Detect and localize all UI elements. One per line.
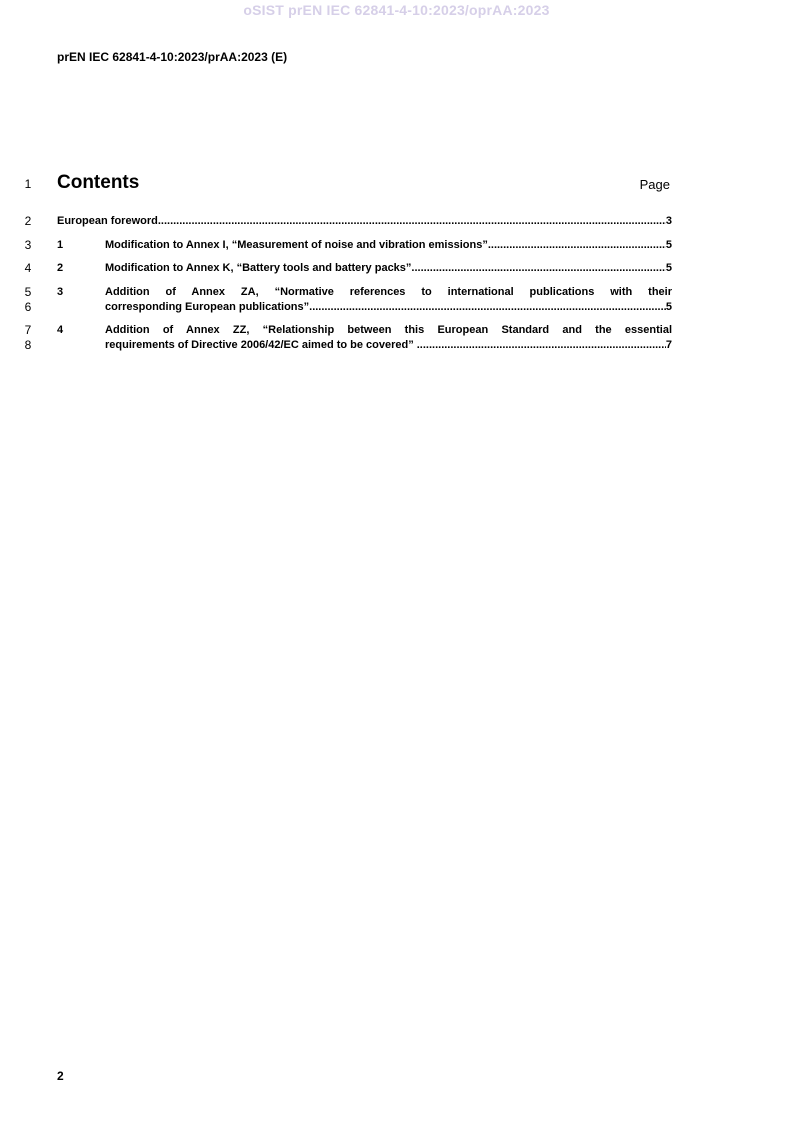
toc-entry-body <box>105 285 672 315</box>
toc-line <box>105 261 672 276</box>
page-column-label: Page <box>639 177 670 192</box>
line-number: 3 <box>24 238 32 252</box>
toc-line <box>105 338 672 353</box>
toc-line <box>105 238 672 253</box>
toc-page-number: 7 <box>665 339 672 351</box>
document-header: prEN IEC 62841-4-10:2023/prAA:2023 (E) <box>57 50 288 64</box>
toc-page-number: 3 <box>665 215 672 227</box>
dot-leader <box>158 214 666 229</box>
line-number: 5 <box>24 285 32 299</box>
toc-entry-title-line: requirements of Directive 2006/42/EC aimed to be covered” <box>105 339 414 351</box>
watermark: oSIST prEN IEC 62841-4-10:2023/oprAA:2023 <box>243 2 550 18</box>
toc-line <box>105 300 672 315</box>
toc-entry-title-line: corresponding European publications” <box>105 301 310 313</box>
toc-entry-body <box>105 261 672 276</box>
line-number: 1 <box>24 177 32 191</box>
toc-entry-title-line: Addition of Annex ZZ, “Relationship between this European Standard and the essential <box>105 324 672 336</box>
toc-entry-number: 3 <box>57 286 64 298</box>
toc-entry-number: 4 <box>57 324 64 336</box>
toc-line <box>57 214 672 229</box>
toc-entry-title-line: Addition of Annex ZA, “Normative references to international publications with their <box>105 286 672 298</box>
toc-entry-number: 1 <box>57 239 64 251</box>
contents-title: Contents <box>57 172 140 193</box>
line-number: 8 <box>24 338 32 352</box>
toc-entry-body <box>57 214 672 229</box>
toc-entry-number: 2 <box>57 262 64 274</box>
toc-entry-body <box>105 238 672 253</box>
toc-entry-body <box>105 323 672 353</box>
toc-page-number: 5 <box>665 239 672 251</box>
toc-entry-title: Modification to Annex I, “Measurement of noise and vibration emissions” <box>105 239 488 251</box>
line-number: 6 <box>24 300 32 314</box>
toc-entry-title: European foreword <box>57 215 158 227</box>
dot-leader <box>488 238 666 253</box>
toc-page-number: 5 <box>665 301 672 313</box>
toc-page-number: 5 <box>665 262 672 274</box>
dot-leader <box>417 338 666 353</box>
dot-leader <box>309 300 666 315</box>
line-number: 4 <box>24 261 32 275</box>
dot-leader <box>411 261 665 276</box>
line-number: 7 <box>24 323 32 337</box>
line-number: 2 <box>24 214 32 228</box>
footer-page-number: 2 <box>57 1069 64 1083</box>
toc-entry-title: Modification to Annex K, “Battery tools and battery packs” <box>105 262 412 274</box>
